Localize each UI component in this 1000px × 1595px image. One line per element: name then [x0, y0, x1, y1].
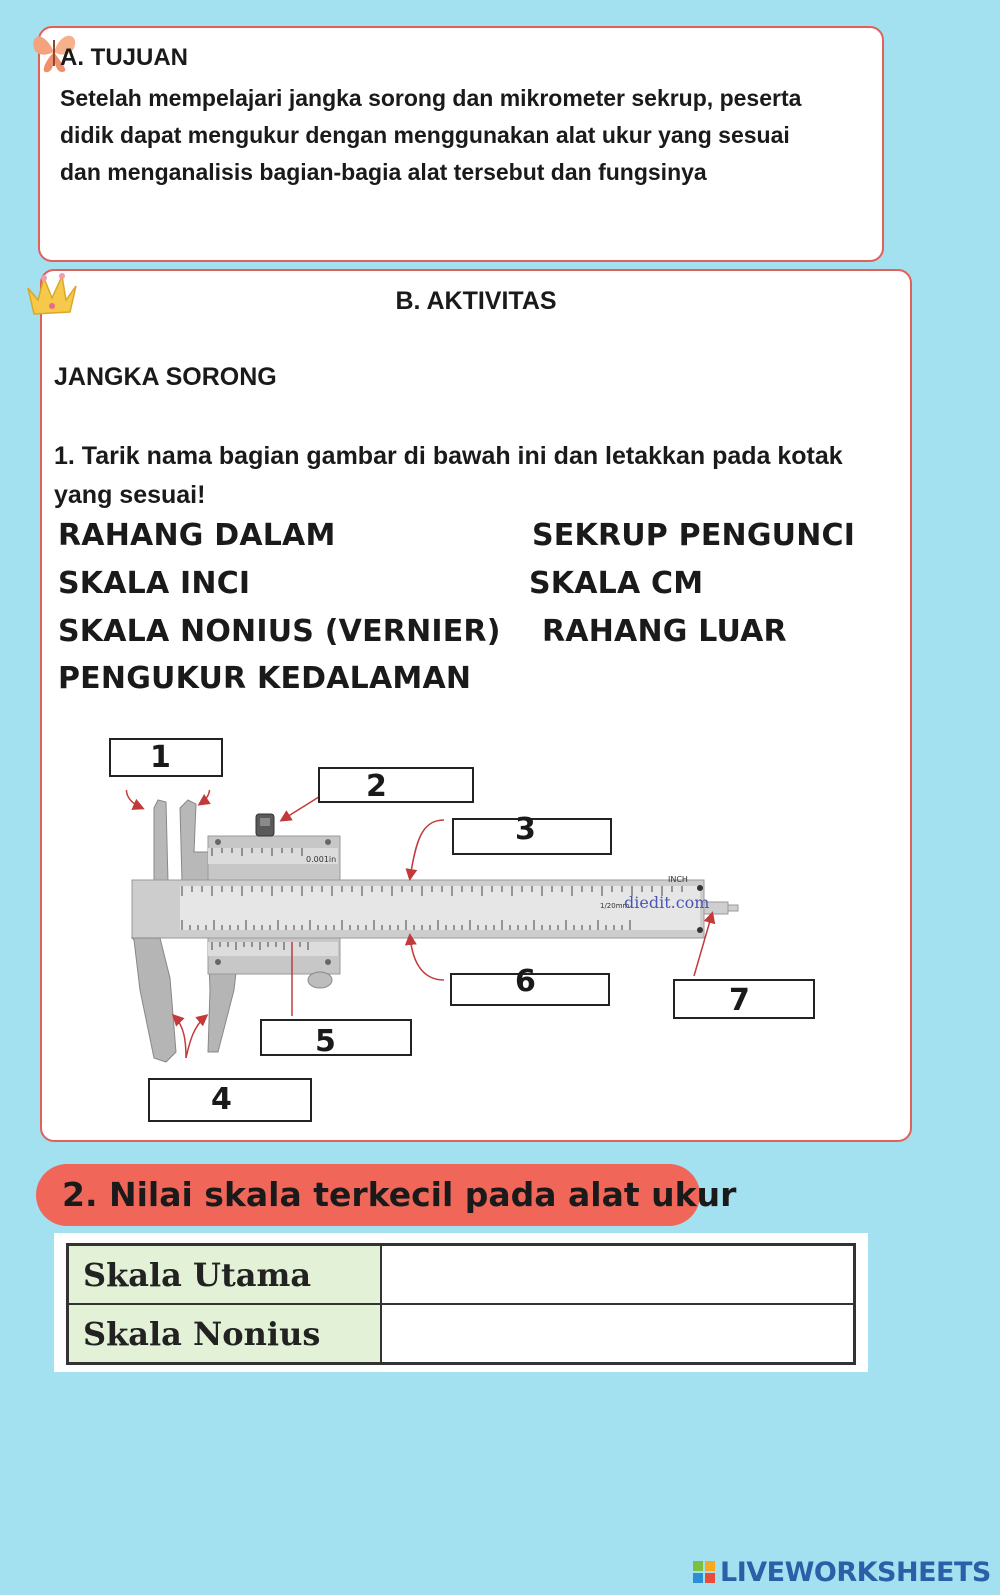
drag-term-pengukur-kedalaman[interactable]: PENGUKUR KEDALAMAN [58, 661, 472, 696]
drag-term-rahang-luar[interactable]: RAHANG LUAR [542, 614, 787, 649]
label-number-3: 3 [515, 812, 536, 847]
cm-unit-text: 1/20mm [600, 902, 630, 910]
tujuan-text: Setelah mempelajari jangka sorong dan mikrometer sekrup, peserta didik dapat mengukur dengan menggunakan alat ukur yang sesuai dan menganalisis bagian-bagia alat tersebut dan fungsinya [60, 85, 802, 185]
label-number-6: 6 [515, 964, 536, 999]
row-label-skala-nonius: Skala Nonius [68, 1304, 382, 1364]
pointer-1a [126, 790, 142, 808]
label-number-5: 5 [315, 1024, 336, 1059]
jangka-sorong-heading: JANGKA SORONG [54, 363, 277, 391]
crown-icon [22, 272, 80, 318]
row-label-skala-utama: Skala Utama [68, 1245, 382, 1305]
question-1-text: 1. Tarik nama bagian gambar di bawah ini dan letakkan pada kotak yang sesuai! [54, 442, 843, 509]
pointer-3 [410, 820, 444, 878]
inch-label-text: INCH [668, 875, 688, 884]
watermark-text: diedit.com [624, 893, 710, 912]
liveworksheets-brand[interactable]: LIVEWORKSHEETS [720, 1557, 991, 1588]
aktivitas-title: B. AKTIVITAS [395, 287, 557, 315]
scale-table [66, 1243, 856, 1365]
pointer-6 [410, 936, 444, 980]
label-number-4: 4 [211, 1082, 232, 1117]
inner-jaw-sliding [180, 800, 210, 882]
label-number-7: 7 [729, 983, 750, 1018]
inner-jaw-fixed [154, 800, 168, 882]
pointer-1b [200, 790, 210, 804]
drop-box-2[interactable] [318, 767, 474, 803]
question-2-title: 2. Nilai skala terkecil pada alat ukur [36, 1164, 700, 1226]
drag-term-skala-nonius[interactable]: SKALA NONIUS (VERNIER) [58, 614, 501, 649]
drop-box-5[interactable] [260, 1019, 412, 1056]
liveworksheets-logo-icon [693, 1561, 715, 1583]
answer-cell-skala-nonius[interactable] [381, 1304, 855, 1364]
inch-unit-text: 0.001in [306, 855, 337, 864]
label-number-1: 1 [150, 740, 171, 775]
drag-term-rahang-dalam[interactable]: RAHANG DALAM [58, 518, 336, 553]
answer-cell-skala-utama[interactable] [381, 1245, 855, 1305]
table-row [68, 1245, 855, 1305]
outer-jaw-fixed [132, 938, 176, 1062]
label-number-2: 2 [366, 769, 387, 804]
table-row [68, 1304, 855, 1364]
drag-term-skala-inci[interactable]: SKALA INCI [58, 566, 251, 601]
scale-table-wrapper [54, 1233, 868, 1372]
drag-term-sekrup-pengunci[interactable]: SEKRUP PENGUNCI [532, 518, 856, 553]
tujuan-title: A. TUJUAN [60, 44, 189, 71]
caliper-diagram [120, 790, 760, 1080]
pointer-4b [186, 1016, 206, 1058]
drag-term-skala-cm[interactable]: SKALA CM [529, 566, 704, 601]
